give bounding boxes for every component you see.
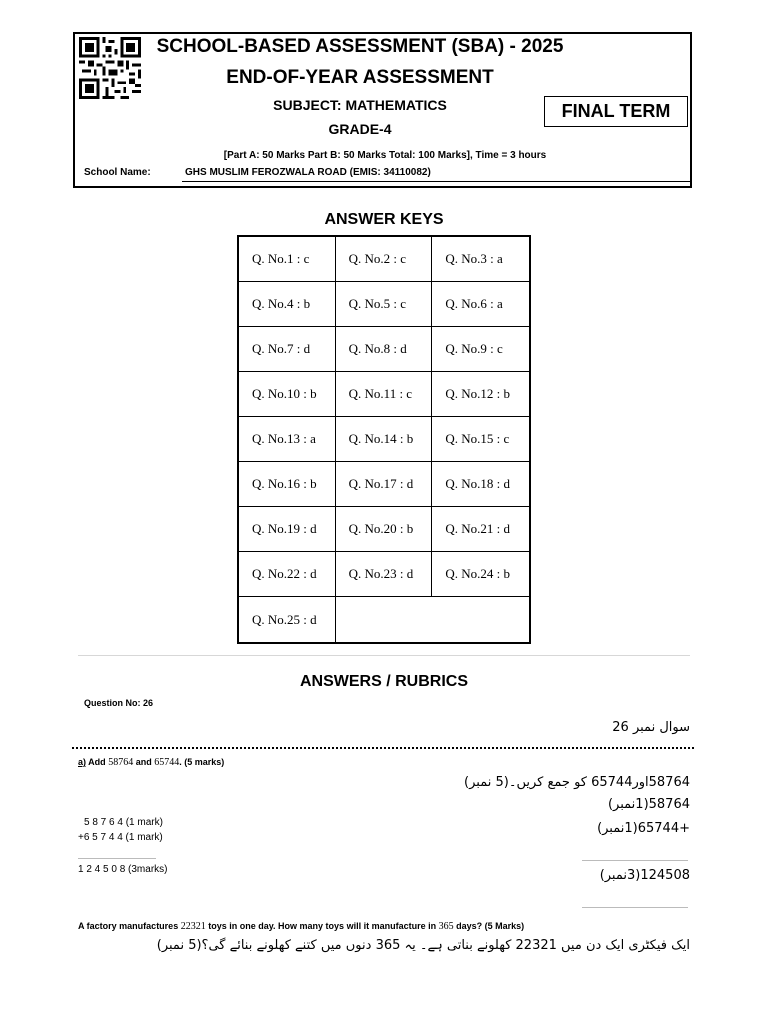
answer-key-cell: Q. No.20 : b [336,507,433,552]
part-b-question-urdu: ایک فیکٹری ایک دن میں 22321 کھلونے بناتی ہے۔ یہ 365 دنوں میں کتنے کھلونے بنائے گی؟(5 نمبر) [156,938,690,953]
part-a-number-2: 65744 [154,757,180,768]
answer-key-cell: Q. No.18 : d [432,462,529,507]
part-a-text: and [133,757,155,767]
answer-key-table [237,235,531,644]
school-name-label: School Name: [84,167,151,178]
answer-key-cell: Q. No.9 : c [432,327,529,372]
answer-key-cell: Q. No.21 : d [432,507,529,552]
answer-key-cell: Q. No.4 : b [239,282,336,327]
part-b-text: A factory manufactures [78,921,181,931]
part-a-question-urdu: 58764اور65744 کو جمع کریں۔(5 نمبر) [464,775,690,790]
answer-key-cell: Q. No.13 : a [239,417,336,462]
school-name-underline [182,181,690,182]
dotted-divider [72,747,694,749]
section-divider [78,655,690,656]
working-line: 5 8 7 6 4 (1 mark) [84,817,163,828]
answer-key-cell: Q. No.22 : d [239,552,336,597]
answer-key-cell: Q. No.10 : b [239,372,336,417]
part-a-text: Add [86,757,109,767]
answer-key-cell: Q. No.6 : a [432,282,529,327]
assessment-subtitle: END-OF-YEAR ASSESSMENT [226,67,494,88]
answer-key-cell: Q. No.24 : b [432,552,529,597]
answer-key-empty-cell [336,597,529,642]
part-a-prefix: a) [78,757,87,767]
part-b-number-1: 22321 [180,921,206,932]
working-result-urdu: 124508(3نمبر) [599,868,690,883]
part-b-text: days? (5 Marks) [453,921,525,931]
answer-key-cell: Q. No.8 : d [336,327,433,372]
working-rule-urdu [582,907,688,908]
working-rule [78,858,156,859]
answer-key-cell: Q. No.11 : c [336,372,433,417]
working-line-urdu: 58764(1نمبر) [607,797,690,812]
school-name-value: GHS MUSLIM FEROZWALA ROAD (EMIS: 34110082) [185,167,431,178]
working-line-urdu: +65744(1نمبر) [597,821,690,836]
answer-key-cell: Q. No.15 : c [432,417,529,462]
part-a-text: . (5 marks) [179,757,225,767]
rubrics-heading: ANSWERS / RUBRICS [299,673,468,690]
answer-key-cell: Q. No.25 : d [239,597,336,642]
question-26-label-urdu: سوال نمبر 26 [612,720,690,735]
working-rule-urdu [582,860,688,861]
assessment-title: SCHOOL-BASED ASSESSMENT (SBA) - 2025 [156,36,564,57]
answer-key-cell: Q. No.17 : d [336,462,433,507]
answer-key-cell: Q. No.12 : b [432,372,529,417]
question-26-label: Question No: 26 [84,698,154,708]
part-b-question [78,921,524,932]
marks-summary: [Part A: 50 Marks Part B: 50 Marks Total: 100 Marks], Time = 3 hours [223,150,547,161]
answer-keys-heading: ANSWER KEYS [324,211,444,228]
qr-code-icon [79,37,141,99]
answer-key-cell: Q. No.14 : b [336,417,433,462]
part-b-number-2: 365 [438,921,454,932]
answer-key-cell: Q. No.23 : d [336,552,433,597]
part-b-text: toys in one day. How many toys will it manufacture in [205,921,439,931]
working-line: +6 5 7 4 4 (1 mark) [78,832,163,843]
answer-key-cell: Q. No.7 : d [239,327,336,372]
answer-key-cell: Q. No.5 : c [336,282,433,327]
answer-key-cell: Q. No.3 : a [432,237,529,282]
answer-key-cell: Q. No.2 : c [336,237,433,282]
subject-label: SUBJECT: MATHEMATICS [273,97,447,113]
final-term-badge: FINAL TERM [544,96,688,127]
answer-key-cell: Q. No.16 : b [239,462,336,507]
answer-key-cell: Q. No.19 : d [239,507,336,552]
part-a-question [78,757,224,768]
working-result: 1 2 4 5 0 8 (3marks) [78,864,168,875]
grade-label: GRADE-4 [328,121,392,137]
answer-key-cell: Q. No.1 : c [239,237,336,282]
part-a-number-1: 58764 [108,757,134,768]
